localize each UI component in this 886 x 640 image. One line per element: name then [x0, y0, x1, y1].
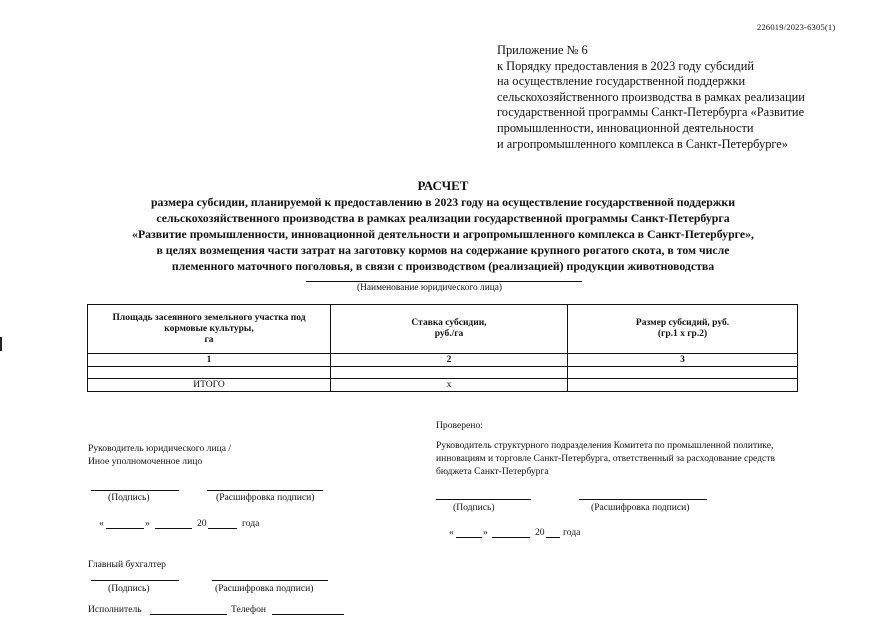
accountant-title: Главный бухгалтер — [88, 559, 166, 570]
appendix-heading — [497, 43, 805, 152]
right-head-title-2: инновациям и торговле Санкт-Петербурга, ответственный за расходование средств — [436, 453, 776, 464]
accountant-decipher-label: (Расшифровка подписи) — [215, 583, 314, 594]
executor-line[interactable] — [150, 614, 227, 615]
right-signature-label: (Подпись) — [453, 502, 495, 513]
column-number: 1 — [88, 354, 331, 367]
document-subtitle — [60, 194, 826, 274]
document-number: 226019/2023-6305(1) — [757, 22, 836, 32]
left-head-title-2: Иное уполномоченное лицо — [88, 456, 203, 467]
right-year-suffix: года — [563, 527, 581, 538]
table-header-row — [88, 305, 798, 354]
left-year-line[interactable] — [208, 528, 237, 529]
header-area: Площадь засеянного земельного участка под кормовые культуры, га — [88, 305, 331, 354]
entity-name-caption: (Наименование юридического лица) — [357, 283, 503, 293]
right-head-title-1: Руководитель структурного подразделения Комитета по промышленной политике, — [436, 440, 774, 451]
right-decipher-line[interactable] — [579, 499, 707, 500]
column-number: 2 — [331, 354, 568, 367]
left-date-open-quote: « — [99, 518, 104, 529]
executor-label: Исполнитель — [88, 604, 142, 615]
right-head-title-3: бюджета Санкт-Петербурга — [436, 466, 549, 477]
appendix-line: к Порядку предоставления в 2023 году субсидий — [497, 58, 754, 73]
scan-mark — [0, 337, 2, 351]
calculation-table — [87, 304, 798, 392]
left-date-day-line[interactable] — [106, 528, 144, 529]
right-year-prefix: 20 — [535, 527, 545, 538]
right-signature-line[interactable] — [436, 499, 531, 500]
column-number: 3 — [568, 354, 798, 367]
right-date-day-line[interactable] — [456, 537, 482, 538]
left-signature-label: (Подпись) — [108, 492, 150, 503]
subtitle-line: в целях возмещения части затрат на заготовку кормов на содержание крупного рогатого скота, в том числе — [156, 243, 730, 257]
right-decipher-label: (Расшифровка подписи) — [591, 502, 690, 513]
appendix-line: на осуществление государственной поддержки — [497, 74, 746, 89]
left-decipher-label: (Расшифровка подписи) — [216, 492, 315, 503]
subtitle-line: племенного маточного поголовья, в связи с производством (реализацией) продукции животноводства — [171, 259, 715, 273]
table-total-row — [88, 379, 798, 392]
entity-name-line — [306, 281, 582, 282]
appendix-line: Приложение № 6 — [497, 43, 588, 57]
left-head-title-1: Руководитель юридического лица / — [88, 443, 232, 454]
right-year-line[interactable] — [546, 537, 560, 538]
left-date-close-quote: » — [145, 518, 150, 529]
appendix-line: и агропромышленного комплекса в Санкт-Петербурге» — [497, 136, 788, 151]
appendix-line: государственной программы Санкт-Петербурга «Развитие — [497, 105, 805, 120]
left-year-suffix: года — [242, 518, 260, 529]
right-date-open-quote: « — [449, 527, 454, 538]
rate-cell[interactable] — [331, 367, 568, 379]
left-date-month-line[interactable] — [155, 528, 192, 529]
left-year-prefix: 20 — [197, 518, 207, 529]
header-rate: Ставка субсидии, руб./га — [331, 305, 568, 354]
accountant-signature-label: (Подпись) — [108, 583, 150, 594]
total-rate: х — [331, 379, 568, 392]
table-number-row — [88, 354, 798, 367]
amount-cell[interactable] — [568, 367, 798, 379]
total-amount-cell[interactable] — [568, 379, 798, 392]
phone-label: Телефон — [231, 604, 267, 615]
header-amount: Размер субсидий, руб. (гр.1 х гр.2) — [568, 305, 798, 354]
right-date-month-line[interactable] — [492, 537, 530, 538]
subtitle-line: сельскохозяйственного производства в рамках реализации государственной программы Санкт-Петербурга — [156, 211, 730, 225]
table-row — [88, 367, 798, 379]
right-date-close-quote: » — [483, 527, 488, 538]
phone-line[interactable] — [272, 614, 344, 615]
total-label: ИТОГО — [88, 379, 331, 392]
area-cell[interactable] — [88, 367, 331, 379]
left-decipher-line[interactable] — [207, 490, 323, 491]
accountant-decipher-line[interactable] — [212, 580, 328, 581]
document-title: РАСЧЕТ — [417, 178, 469, 193]
appendix-line: сельскохозяйственного производства в рамках реализации — [497, 89, 805, 104]
accountant-signature-line[interactable] — [91, 580, 179, 581]
subtitle-line: размера субсидии, планируемой к предоставлению в 2023 году на осуществление государственной поддержки — [150, 195, 736, 209]
checked-label: Проверено: — [436, 420, 483, 431]
left-signature-line[interactable] — [91, 490, 179, 491]
appendix-line: промышленности, инновационной деятельности — [497, 120, 754, 135]
subtitle-line: «Развитие промышленности, инновационной деятельности и агропромышленного комплекса в Санкт-Петербурге», — [132, 227, 754, 241]
